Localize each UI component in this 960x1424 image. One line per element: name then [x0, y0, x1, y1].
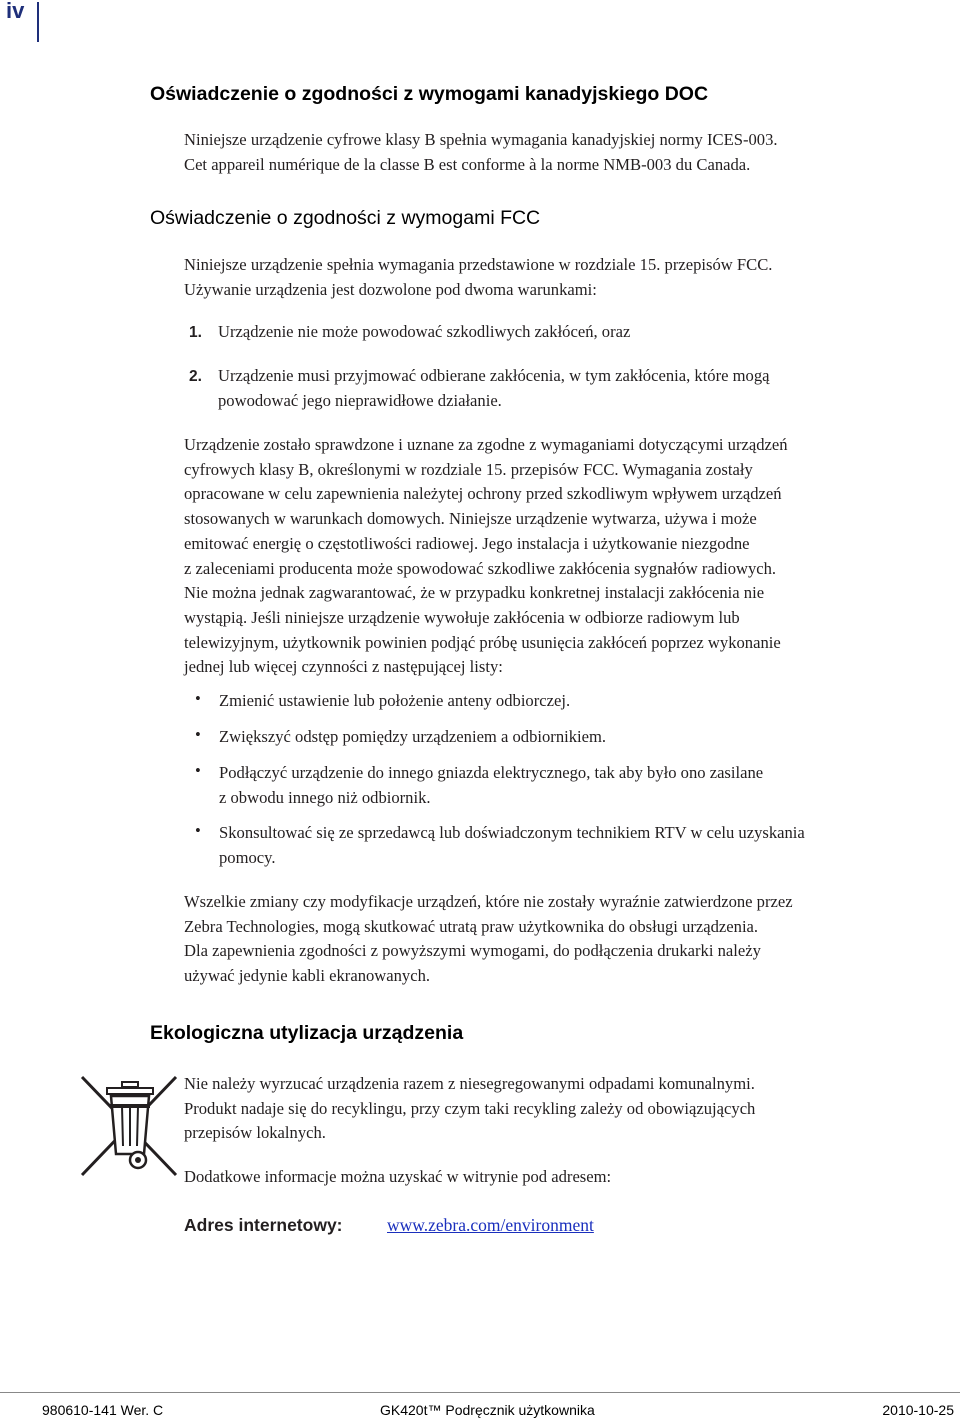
fcc-body-line: Urządzenie zostało sprawdzone i uznane za zgodne z wymaganiami dotyczącymi urządzeń — [184, 435, 788, 454]
footer-doc-id: 980610-141 Wer. C — [42, 1402, 164, 1418]
eco-text-line: Nie należy wyrzucać urządzenia razem z niesegregowanymi odpadami komunalnymi. — [184, 1074, 755, 1093]
bullet-item — [219, 689, 939, 714]
condition-text — [218, 364, 938, 413]
footer-date: 2010-10-25 — [882, 1402, 954, 1418]
eco-text-line: przepisów lokalnych. — [184, 1123, 326, 1143]
bullet-line: pomocy. — [219, 847, 276, 867]
fcc-body-line: Nie można jednak zagwarantować, że w przypadku konkretnej instalacji zakłócenia nie — [184, 583, 765, 603]
fcc-closing — [184, 890, 924, 989]
doc-heading: Oświadczenie o zgodności z wymogami kanadyjskiego DOC — [150, 83, 709, 105]
page-number: iv — [6, 0, 25, 23]
bullet-line: Skonsultować się ze sprzedawcą lub doświadczonym technikiem RTV w celu uzyskania — [219, 823, 805, 842]
bullet-line: Podłączyć urządzenie do innego gniazda elektrycznego, tak aby było ono zasilane — [219, 763, 764, 782]
environment-link[interactable]: www.zebra.com/environment — [387, 1215, 594, 1235]
fcc-closing-line: używać jedynie kabli ekranowanych. — [184, 966, 431, 986]
condition-number: 2. — [189, 368, 202, 385]
condition-line: Urządzenie musi przyjmować odbierane zakłócenia, w tym zakłócenia, które mogą — [218, 366, 770, 385]
fcc-closing-line: Dla zapewnienia zgodności z powyższymi wymogami, do podłączenia drukarki należy — [184, 941, 761, 961]
bullet-line: Zwiększyć odstęp pomiędzy urządzeniem a odbiornikiem. — [219, 727, 607, 746]
fcc-body-line: emitować energię o częstotliwości radiowej. Jego instalacja i użytkowanie niezgodne — [184, 533, 750, 553]
footer-title: GK420t™ Podręcznik użytkownika — [380, 1402, 595, 1418]
bullet-mark: • — [195, 689, 201, 708]
eco-text — [184, 1072, 924, 1146]
fcc-body — [184, 433, 924, 680]
bullet-mark: • — [195, 821, 201, 840]
fcc-intro-line: Niniejsze urządzenie spełnia wymagania przedstawione w rozdziale 15. przepisów FCC. — [184, 255, 773, 274]
address-label: Adres internetowy: — [184, 1215, 343, 1235]
fcc-body-line: wystąpią. Jeśli niniejsze urządzenie wywołuje zakłócenia w odbiorze radiowym lub — [184, 607, 740, 627]
fcc-heading: Oświadczenie o zgodności z wymogami FCC — [150, 207, 541, 229]
footer-divider — [0, 1392, 960, 1393]
fcc-body-line: telewizyjnym, użytkownik powinien podjąć próbę usunięcia zakłóceń poprzez wykonanie — [184, 632, 781, 652]
bullet-mark: • — [195, 761, 201, 780]
bullet-mark: • — [195, 725, 201, 744]
fcc-closing-line: Zebra Technologies, mogą skutkować utratą praw użytkownika do obsługi urządzenia. — [184, 916, 759, 936]
bullet-line: Zmienić ustawienie lub położenie anteny odbiorczej. — [219, 691, 571, 710]
eco-more-info: Dodatkowe informacje można uzyskać w witrynie pod adresem: — [184, 1167, 612, 1186]
condition-text — [218, 320, 938, 345]
fcc-body-line: cyfrowych klasy B, określonymi w rozdziale 15. przepisów FCC. Wymagania zostały — [184, 459, 753, 479]
fcc-body-line: opracowane w celu zapewnienia należytej ochrony przed szkodliwym wpływem urządzeń — [184, 484, 782, 504]
bullet-item — [219, 725, 939, 750]
doc-line: Cet appareil numérique de la classe B est conforme à la norme NMB-003 du Canada. — [184, 154, 751, 174]
condition-line: powodować jego nieprawidłowe działanie. — [218, 390, 502, 410]
fcc-intro — [184, 253, 924, 302]
fcc-intro-line: Używanie urządzenia jest dozwolone pod dwoma warunkami: — [184, 279, 597, 299]
condition-line: Urządzenie nie może powodować szkodliwych zakłóceń, oraz — [218, 322, 631, 341]
bullet-line: z obwodu innego niż odbiornik. — [219, 787, 431, 807]
condition-number: 1. — [189, 324, 202, 341]
bullet-item — [219, 821, 939, 870]
fcc-body-line: stosowanych w warunkach domowych. Niniejsze urządzenie wytwarza, używa i może — [184, 509, 757, 529]
fcc-closing-line: Wszelkie zmiany czy modyfikacje urządzeń, które nie zostały wyraźnie zatwierdzone przez — [184, 892, 793, 911]
crossed-out-wheelie-bin-icon — [80, 1074, 180, 1178]
header-divider — [37, 2, 39, 42]
fcc-body-line: jednej lub więcej czynności z następującej listy: — [184, 657, 503, 677]
doc-line: Niniejsze urządzenie cyfrowe klasy B spełnia wymagania kanadyjskiej normy ICES-003. — [184, 130, 778, 149]
bullet-item — [219, 761, 939, 810]
doc-paragraph — [184, 128, 924, 177]
eco-text-line: Produkt nadaje się do recyklingu, przy czym taki recykling zależy od obowiązujących — [184, 1098, 756, 1118]
eco-heading: Ekologiczna utylizacja urządzenia — [150, 1022, 464, 1044]
fcc-body-line: z zaleceniami producenta może spowodować szkodliwe zakłócenia sygnałów radiowych. — [184, 558, 777, 578]
